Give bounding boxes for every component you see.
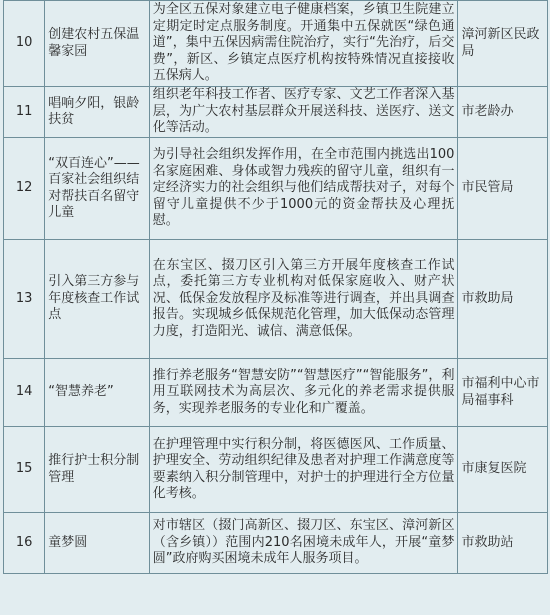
- responsible-department: [458, 427, 548, 513]
- project-description-text: 推行养老服务“智慧安防”“智慧医疗”“智能服务”，利用互联网技术为高层次、多元化的养老需求提供服务，实现养老服务的专业化和广覆盖。: [152, 367, 455, 416]
- project-description: [149, 240, 458, 359]
- project-name: [45, 1, 150, 87]
- row-number: 16: [4, 513, 45, 574]
- project-description: [149, 359, 458, 427]
- project-description-text: 对市辖区（掇门高新区、掇刀区、东宝区、漳河新区（含乡镇））范围内210名困境未成年人，开展“童梦圆”政府购买困境未成年人服务项目。: [152, 518, 455, 567]
- project-name: [45, 427, 150, 513]
- responsible-department: [458, 138, 548, 240]
- project-description: [149, 138, 458, 240]
- responsible-department-text: 漳河新区民政局: [461, 27, 540, 59]
- responsible-department-text: 市民管局: [461, 180, 514, 196]
- project-name-text: “双百连心”——百家社会组织结对帮扶百名留守儿童: [48, 155, 140, 220]
- project-name: [45, 240, 150, 359]
- responsible-department: [458, 1, 548, 87]
- project-description-text: 在护理管理中实行积分制，将医德医风、工作质量、护理安全、劳动组织纪律及患者对护理工作满意度等要素纳入积分制管理中，对护士的护理进行全方位量化考核。: [152, 436, 455, 501]
- responsible-department: [458, 513, 548, 574]
- project-name: [45, 138, 150, 240]
- project-name-text: 创建农村五保温馨家园: [48, 27, 140, 59]
- project-description-text: 组织老年科技工作者、医疗专家、文艺工作者深入基层，为广大农村基层群众开展送科技、送医疗、送文化等活动。: [152, 87, 455, 136]
- project-description-text: 在东宝区、掇刀区引入第三方开展年度核查工作试点，委托第三方专业机构对低保家庭收入、财产状况、低保金发放程序及标准等进行调查，并出具调查报告。实现城乡低保规范化管理，加大低保动态管理力度，打造阳光、诚信、满意低保。: [152, 257, 455, 339]
- row-number: 12: [4, 138, 45, 240]
- responsible-department-text: 市救助局: [461, 290, 514, 306]
- project-name-text: 唱响夕阳，银龄扶贫: [48, 95, 140, 127]
- project-description: [149, 427, 458, 513]
- responsible-department-text: 市康复医院: [461, 461, 527, 477]
- row-number: 11: [4, 87, 45, 138]
- table-row: [4, 240, 548, 359]
- row-number: 10: [4, 1, 45, 87]
- project-description: [149, 513, 458, 574]
- responsible-department: [458, 359, 548, 427]
- responsible-department-text: 市救助站: [461, 534, 514, 550]
- table-row: [4, 138, 548, 240]
- table-row: [4, 513, 548, 574]
- responsible-department-text: 市福利中心市局福事科: [461, 376, 540, 408]
- table-row: [4, 359, 548, 427]
- row-number: 15: [4, 427, 45, 513]
- responsible-department: [458, 87, 548, 138]
- responsible-department-text: 市老龄办: [461, 103, 514, 119]
- project-name-text: “智慧养老”: [48, 384, 114, 400]
- project-name: [45, 359, 150, 427]
- row-number: 14: [4, 359, 45, 427]
- project-description-text: 为全区五保对象建立电子健康档案，乡镇卫生院建立定期定时定点服务制度。开通集中五保就医“绿色通道”，集中五保因病需住院治疗，实行“先治疗，后交费”，新区、乡镇定点医疗机构按特殊情况直接接收五保病人。: [152, 2, 455, 84]
- table-row: [4, 1, 548, 87]
- responsible-department: [458, 240, 548, 359]
- projects-table: [3, 0, 548, 574]
- row-number: 13: [4, 240, 45, 359]
- project-name: [45, 513, 150, 574]
- project-name-text: 推行护士积分制管理: [48, 453, 140, 485]
- project-name: [45, 87, 150, 138]
- project-description: [149, 1, 458, 87]
- project-description-text: 为引导社会组织发挥作用，在全市范围内挑选出100名家庭困难、身体或智力残疾的留守儿童，组织有一定经济实力的社会组织与他们结成帮扶对子，对每个留守儿童提供不少于1000元的资金帮扶及心理抚慰。: [152, 147, 455, 229]
- project-name-text: 引入第三方参与年度核查工作试点: [48, 274, 140, 323]
- table-row: [4, 87, 548, 138]
- project-name-text: 童梦圆: [48, 534, 88, 550]
- table-row: [4, 427, 548, 513]
- project-description: [149, 87, 458, 138]
